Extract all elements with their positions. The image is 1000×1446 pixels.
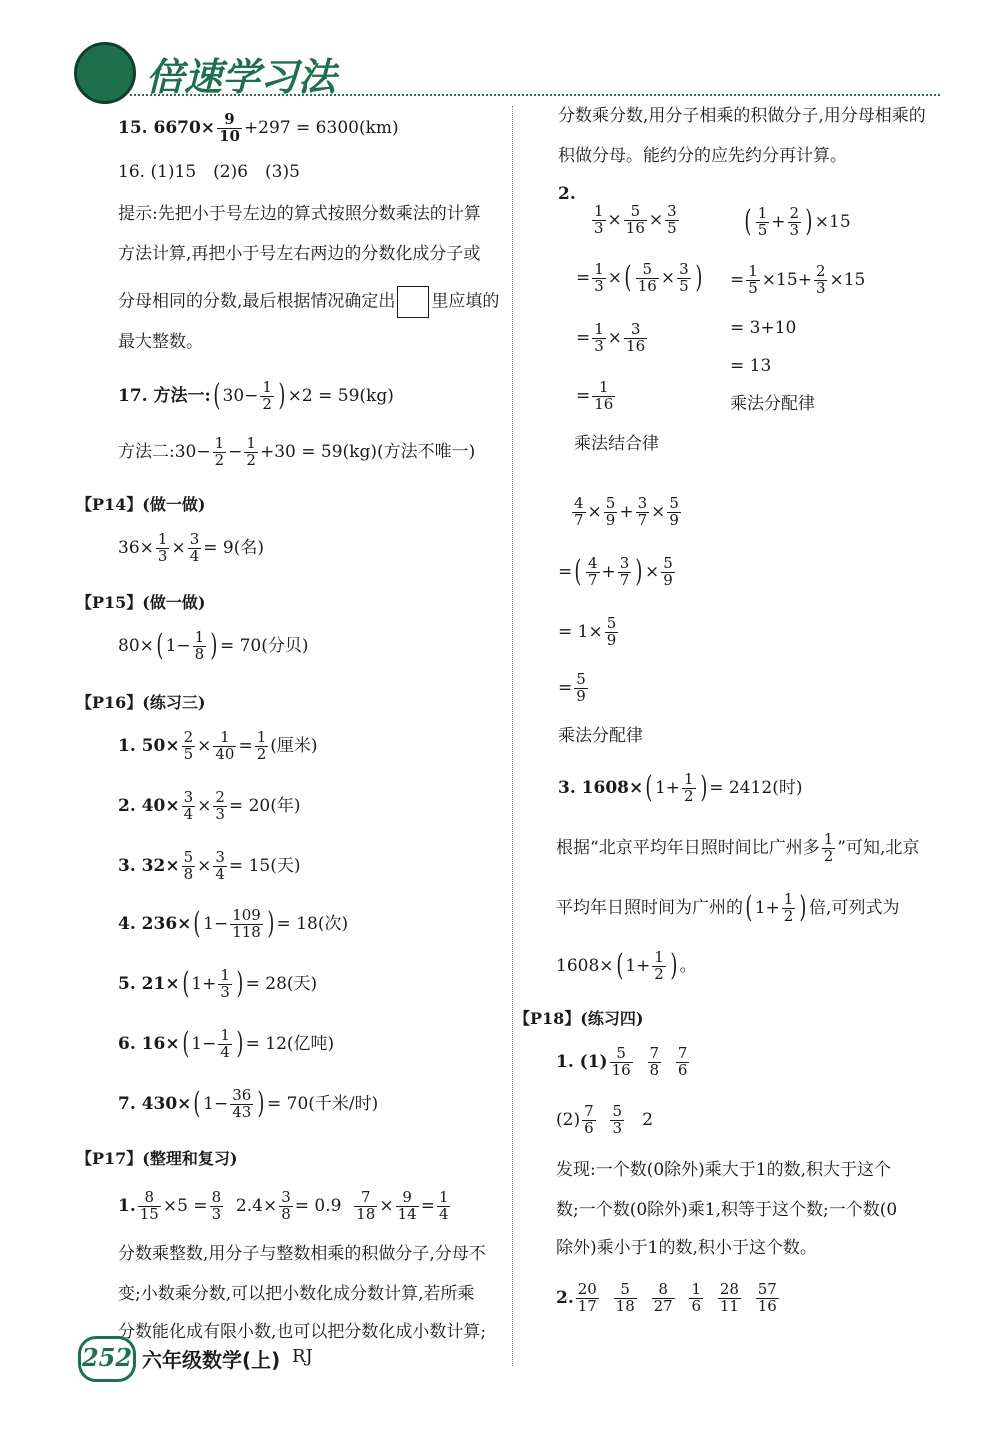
p18-found-3: 除外)乘小于1的数,积小于这个数。 <box>556 1238 817 1258</box>
section-p17: 【P17】(整理和复习) <box>76 1149 238 1168</box>
p17-para-1: 分数乘整数,用分子与整数相乘的积做分子,分母不 <box>118 1244 486 1264</box>
p16-item-5: 5. 21×( 1+ $\frac{1}{3}$ ) = 28(天) <box>118 966 318 1002</box>
q2-label: 2. <box>558 184 576 204</box>
p16-item-3: 3. 32× $\frac{5}{8}$ × $\frac{3}{4}$ = 15(天) <box>118 848 301 883</box>
p15-answer: 80×( 1− $\frac{1}{8}$ ) = 70(分贝) <box>118 628 309 664</box>
q3-text-3: 1608×( 1+ $\frac{1}{2}$ ) 。 <box>556 948 697 984</box>
column-divider <box>512 106 513 1366</box>
q2a-line1: $\frac{1}{3}$ × $\frac{5}{16}$ × $\frac{3}{5}$ <box>594 202 677 237</box>
q17-method2: 方法二:30− $\frac{1}{2}$ − $\frac{1}{2}$ +30 = 59(kg)(方法不唯一) <box>118 434 476 469</box>
q2c-line2: =( $\frac{4}{7}$ + $\frac{3}{7}$ ) × $\frac{5}{9}$ <box>558 554 673 590</box>
q2b-line2: = $\frac{1}{5}$ ×15+ $\frac{2}{3}$ ×15 <box>730 262 866 297</box>
tip-line-1: 提示:先把小于号左边的算式按照分数乘法的计算 <box>118 204 481 224</box>
p17-para-2: 变;小数乘分数,可以把小数化成分数计算,若所乘 <box>118 1284 475 1304</box>
page-number: 252 <box>78 1336 136 1382</box>
q2b-line3: = 3+10 <box>730 318 797 338</box>
q2a-line4: = $\frac{1}{16}$ <box>576 378 614 413</box>
section-p14: 【P14】(做一做) <box>76 495 206 514</box>
p16-item-4: 4. 236×( 1− $\frac{109}{118}$ ) = 18(次) <box>118 906 349 942</box>
q2c-line4: = $\frac{5}{9}$ <box>558 670 586 705</box>
p16-item-6: 6. 16×( 1− $\frac{1}{4}$ ) = 12(亿吨) <box>118 1026 335 1062</box>
header-divider <box>130 94 940 96</box>
right-para-2: 积做分母。能约分的应先约分再计算。 <box>558 146 847 166</box>
footer-book: 六年级数学(上) <box>142 1348 281 1372</box>
q2a-line2: = $\frac{1}{3}$ ×( $\frac{5}{16}$ × $\frac{3}{5}$ ) <box>576 260 703 296</box>
p18-q1-2: (2) $\frac{7}{6}$ $\frac{5}{3}$ 2 <box>556 1102 654 1137</box>
q16: 16. (1)15 (2)6 (3)5 <box>118 162 300 182</box>
section-p16: 【P16】(练习三) <box>76 693 206 712</box>
tip-line-4: 最大整数。 <box>118 332 203 352</box>
header-title: 倍速学习法 <box>146 55 337 99</box>
p16-item-7: 7. 430×( 1− $\frac{36}{43}$ ) = 70(千米/时) <box>118 1086 379 1122</box>
p18-found-2: 数;一个数(0除外)乘1,积等于这个数;一个数(0 <box>556 1200 898 1220</box>
q2a-line3: = $\frac{1}{3}$ × $\frac{3}{16}$ <box>576 320 646 355</box>
right-para-1: 分数乘分数,用分子相乘的积做分子,用分母相乘的 <box>558 106 926 126</box>
answer-box <box>397 286 429 318</box>
q15: 15. 6670× $\frac{9}{10}$ +297 = 6300(km) <box>118 110 399 145</box>
p17-para-3: 分数能化成有限小数,也可以把分数化成小数计算; <box>118 1322 487 1342</box>
p18-q2: 2. $\frac{20}{17}$ $\frac{5}{18}$ $\frac{8}{27}$ $\frac{1}{6}$ $\frac{28}{11}$ $\frac{57}{16}$ <box>556 1280 777 1315</box>
q2c-line3: = 1× $\frac{5}{9}$ <box>558 614 617 649</box>
book-logo <box>74 42 136 104</box>
p18-q1-1: 1. (1) $\frac{5}{16}$ $\frac{7}{8}$ $\frac{7}{6}$ <box>556 1044 688 1079</box>
p14-answer: 36× $\frac{1}{3}$ × $\frac{3}{4}$ = 9(名) <box>118 530 264 565</box>
q2b-line1: ( $\frac{1}{5}$ + $\frac{2}{3}$ ) ×15 <box>744 204 851 240</box>
p16-item-1: 1. 50× $\frac{2}{5}$ × $\frac{1}{40}$ = $\frac{1}{2}$ (厘米) <box>118 728 318 763</box>
p17-q1: 1. $\frac{8}{15}$ ×5 = $\frac{8}{3}$ 2.4× $\frac{3}{8}$ = 0.9 $\frac{7}{18}$ × $\frac{9}{14}$ = $\frac{1}{4}$ <box>118 1188 449 1223</box>
q2b-line4: = 13 <box>730 356 772 376</box>
p16-item-2: 2. 40× $\frac{3}{4}$ × $\frac{2}{3}$ = 20(年) <box>118 788 301 823</box>
q3-text-2: 平均年日照时间为广州的( 1+ $\frac{1}{2}$ ) 倍,可列式为 <box>556 890 900 926</box>
rule-distributive-2: 乘法分配律 <box>558 726 643 746</box>
p18-found-1: 发现:一个数(0除外)乘大于1的数,积大于这个 <box>556 1160 892 1180</box>
footer-edition: RJ <box>292 1346 313 1367</box>
q2c-line1: $\frac{4}{7}$ × $\frac{5}{9}$ + $\frac{3}{7}$ × $\frac{5}{9}$ <box>574 494 679 529</box>
section-p15: 【P15】(做一做) <box>76 593 206 612</box>
q3-text-1: 根据“北京平均年日照时间比广州多 $\frac{1}{2}$ ”可知,北京 <box>556 830 920 865</box>
section-p18: 【P18】(练习四) <box>514 1009 644 1028</box>
tip-line-3: 分母相同的分数,最后根据情况确定出 里应填的 <box>118 286 499 318</box>
rule-associative: 乘法结合律 <box>574 434 659 454</box>
q17-method1: 17. 方法一:( 30− $\frac{1}{2}$ ) ×2 = 59(kg) <box>118 378 394 414</box>
tip-line-2: 方法计算,再把小于号左右两边的分数化成分子或 <box>118 244 481 264</box>
fraction: $\frac{9}{10}$ <box>219 110 240 145</box>
rule-distributive-1: 乘法分配律 <box>730 394 815 414</box>
q3-answer: 3. 1608×( 1+ $\frac{1}{2}$ ) = 2412(时) <box>558 770 803 806</box>
